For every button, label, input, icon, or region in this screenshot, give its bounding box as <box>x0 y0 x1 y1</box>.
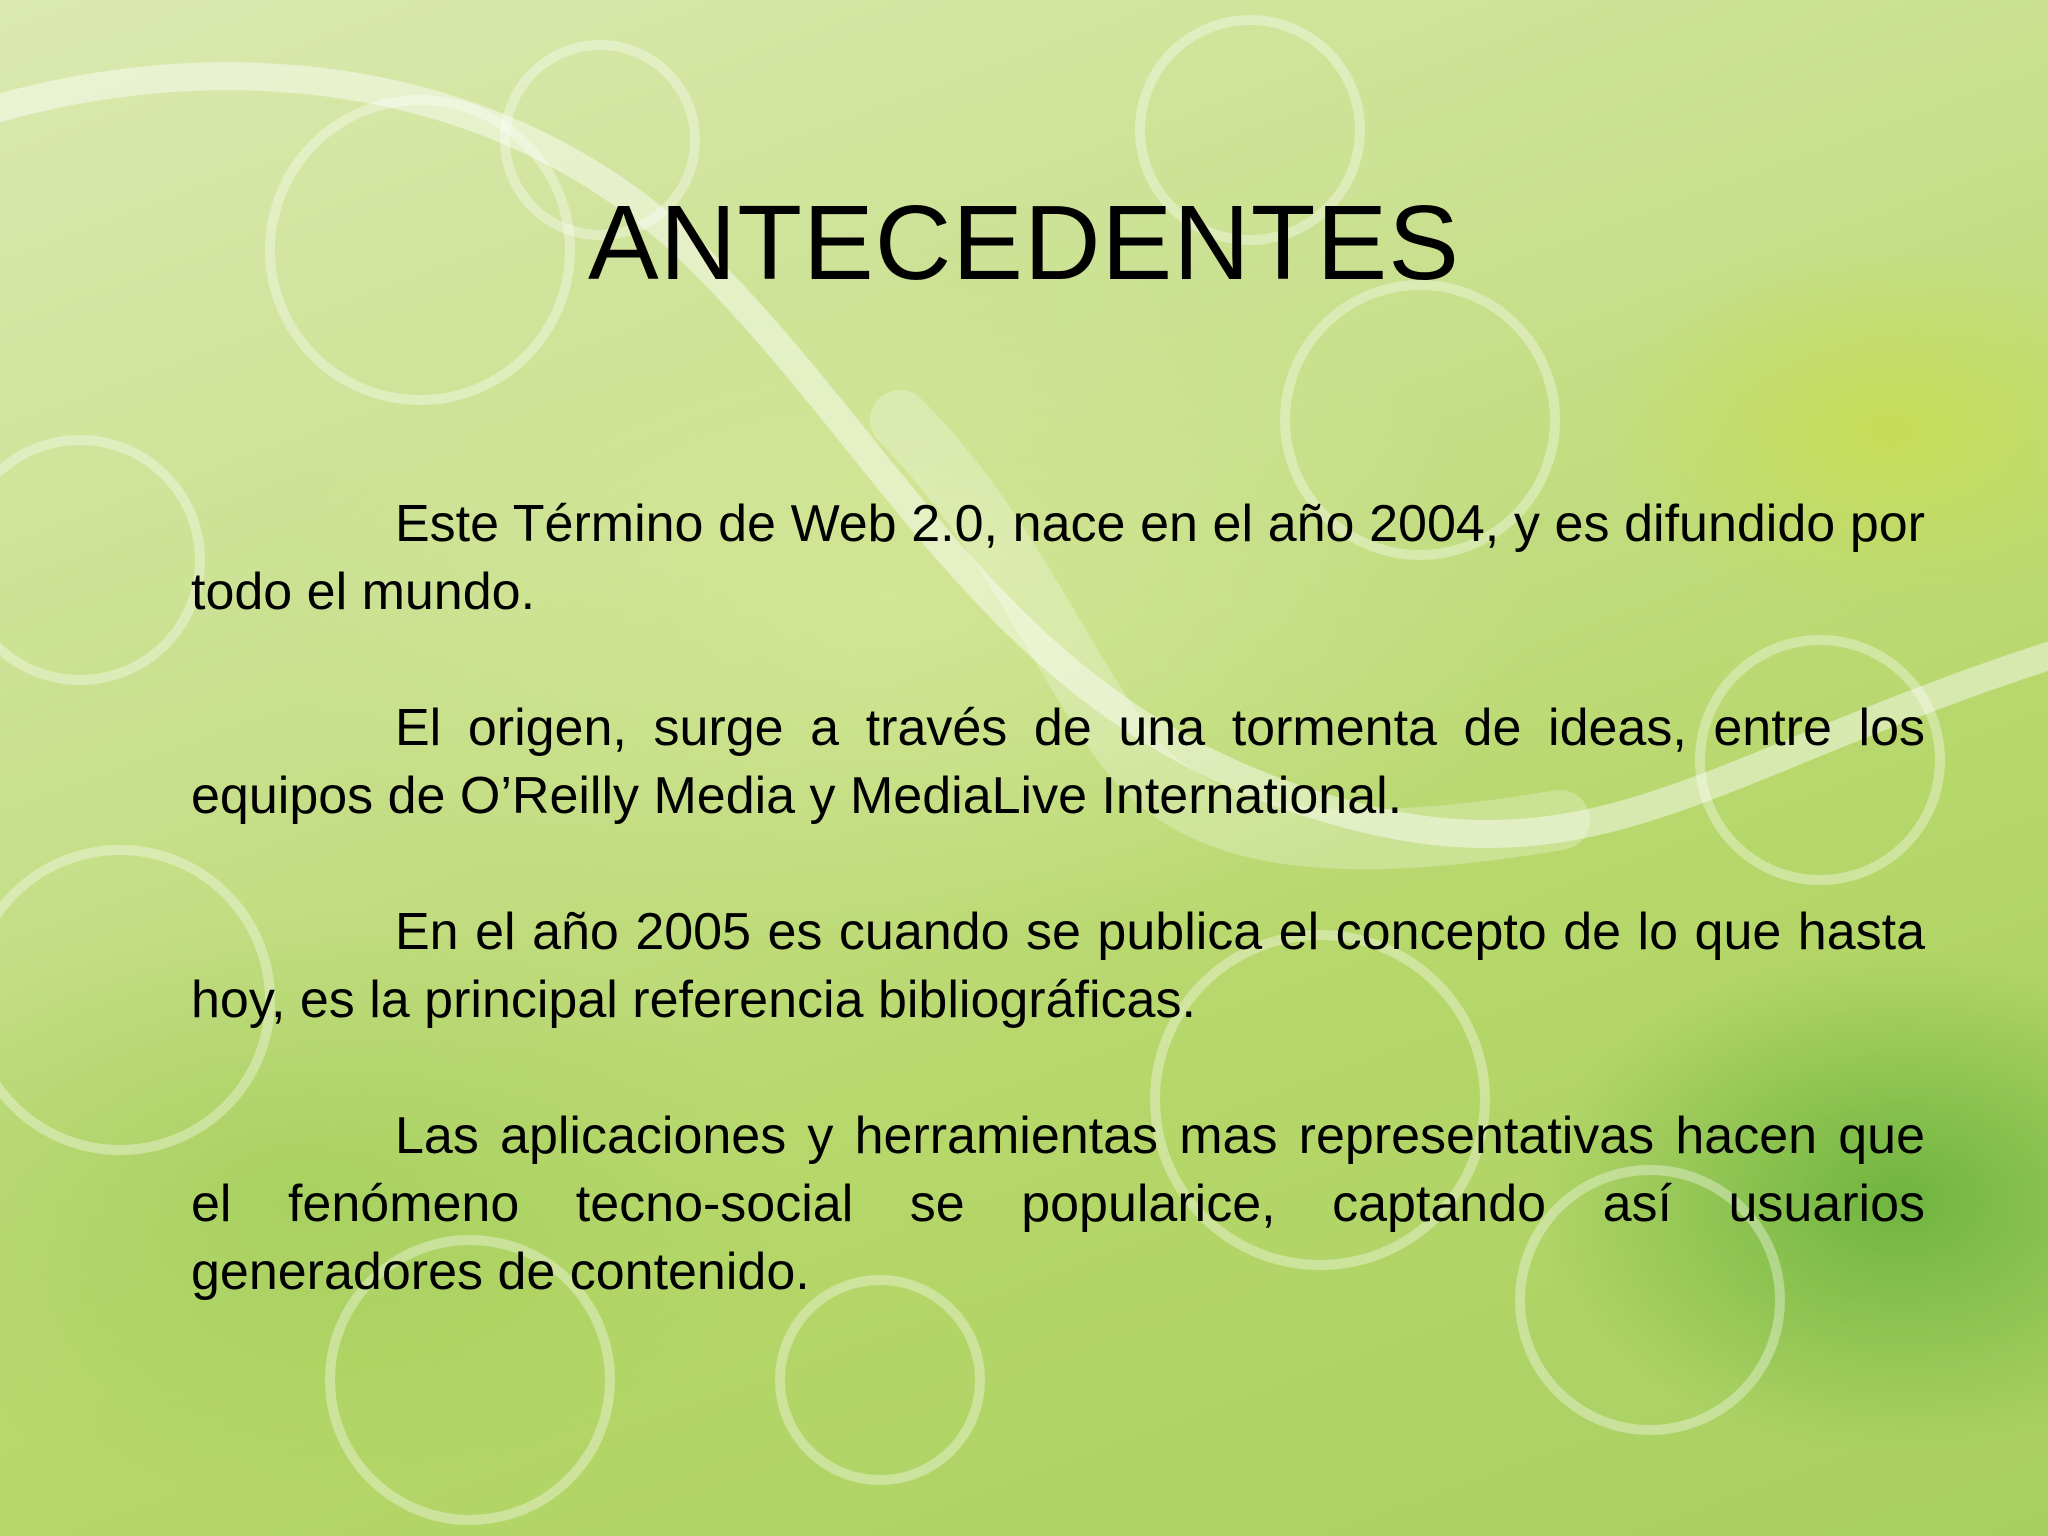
paragraph: Las aplicaciones y herramientas mas representativas hacen que el fenómeno tecno-social se popularice, captando así usuarios generadores de contenido. <box>191 1107 1925 1301</box>
slide-body <box>191 490 1925 1306</box>
paragraph: Este Término de Web 2.0, nace en el año 2004, y es difundido por todo el mundo. <box>191 495 1925 621</box>
paragraph: El origen, surge a través de una tormenta de ideas, entre los equipos de O’Reilly Media y MediaLive International. <box>191 699 1925 825</box>
slide-title: ANTECEDENTES <box>588 184 1460 302</box>
paragraph: En el año 2005 es cuando se publica el concepto de lo que hasta hoy, es la principal referencia bibliográficas. <box>191 903 1925 1029</box>
